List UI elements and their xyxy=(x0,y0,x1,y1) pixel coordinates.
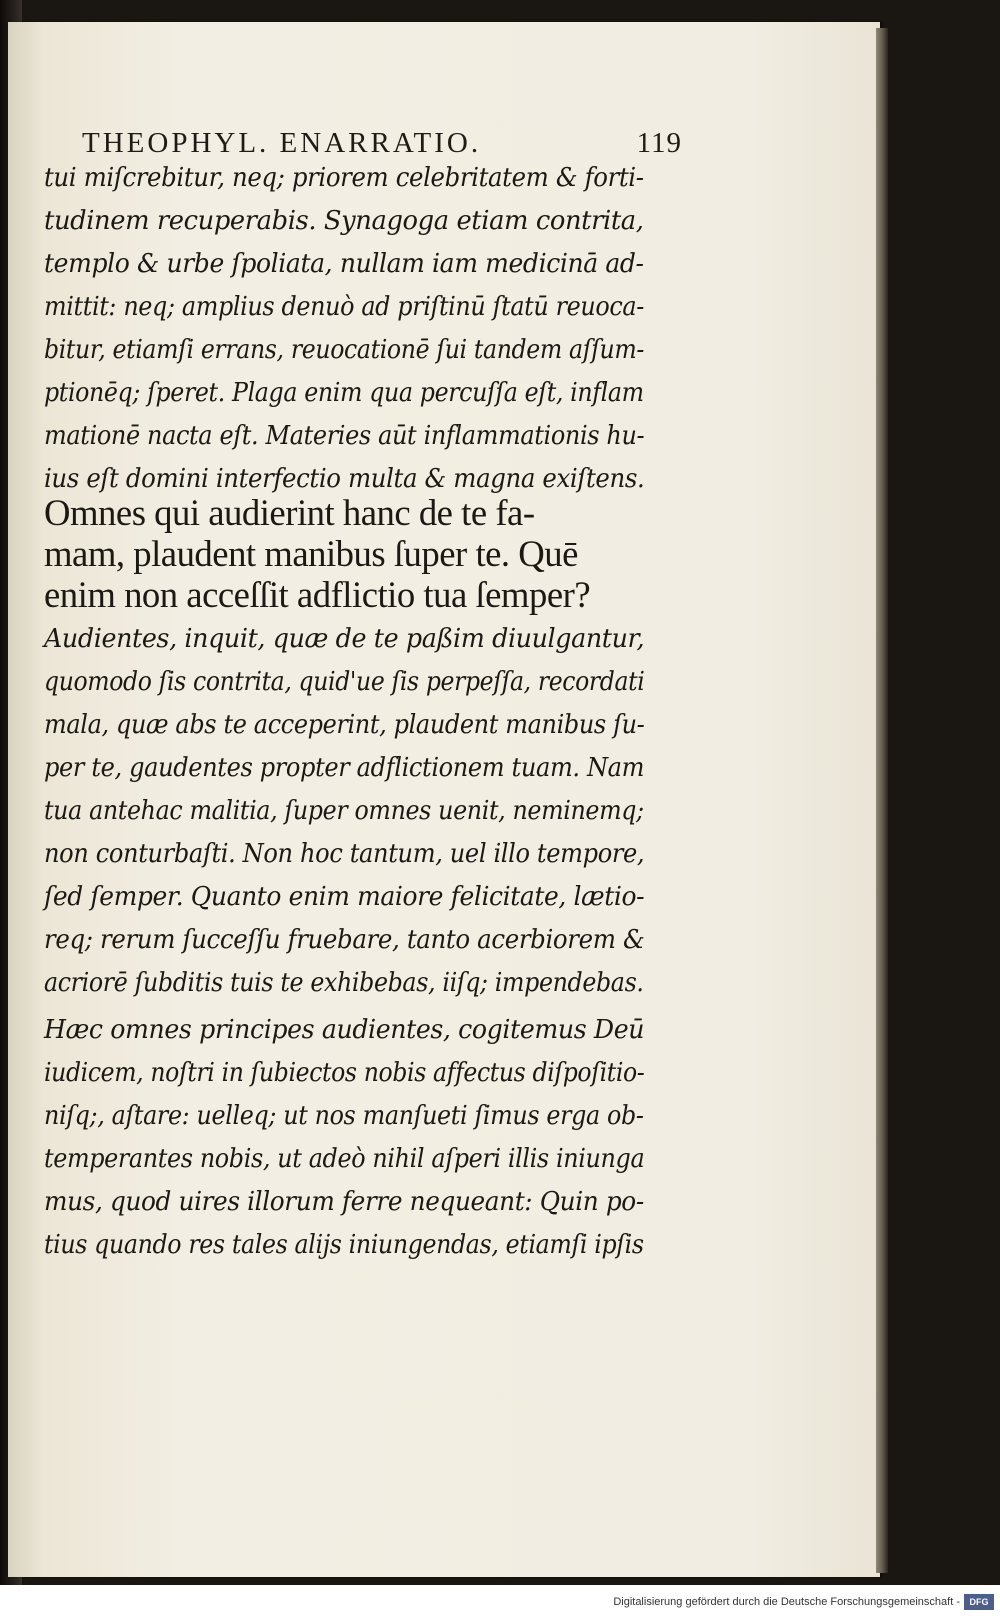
text-line: bitur, etiamſi errans, reuocationē ſui tandem aſſum- xyxy=(44,335,644,365)
folio-number: 119 xyxy=(636,127,682,159)
text-line: acriorē ſubditis tuis te exhibebas, iiſq; impendebas. xyxy=(44,968,644,998)
text-line: ptionēq; ſperet. Plaga enim qua percuſſa eſt, inflam xyxy=(44,378,644,408)
text-line: templo & urbe ſpoliata, nullam iam medicinā ad- xyxy=(44,249,644,279)
text-line: mationē nacta eſt. Materies aūt inflammationis hu- xyxy=(44,421,645,451)
text-line: Audientes, inquit, quæ de te paßim diuulgantur, xyxy=(44,624,645,654)
text-line: mittit: neq; amplius denuò ad priſtinū ſtatū reuoca- xyxy=(44,292,644,322)
text-line: mus, quod uires illorum ferre nequeant: Quin po- xyxy=(44,1187,644,1217)
text-line: tui miſcrebitur, neq; priorem celebritatem & forti- xyxy=(44,163,644,193)
text-line: tius quando res tales alijs iniungendas, etiamſi ipſis xyxy=(44,1230,644,1260)
text-line: temperantes nobis, ut adeò nihil aſperi illis iniunga xyxy=(44,1144,645,1174)
footer-credit-bar xyxy=(0,1592,1000,1618)
text-line: Omnes qui audierint hanc de te fa- xyxy=(44,493,535,534)
text-line: mala, quæ abs te acceperint, plaudent manibus ſu- xyxy=(44,710,645,740)
text-line: tua antehac malitia, ſuper omnes uenit, neminemq; xyxy=(44,796,644,826)
text-line: ius eſt domini interfectio multa & magna exiſtens. xyxy=(44,464,645,494)
text-line: Hæc omnes principes audientes, cogitemus Deū xyxy=(44,1015,645,1045)
text-line: tudinem recuperabis. Synagoga etiam contrita, xyxy=(44,206,644,236)
text-line: quomodo ſis contrita, quid'ue ſis perpeſſa, recordati xyxy=(44,667,645,697)
text-line: mam, plaudent manibus ſuper te. Quē xyxy=(44,534,578,575)
text-line: per te, gaudentes propter adflictionem tuam. Nam xyxy=(44,753,645,783)
funding-credit: Digitalisierung gefördert durch die Deutsche Forschungsgemeinschaft - xyxy=(613,1596,960,1608)
text-line: non conturbaſti. Non hoc tantum, uel illo tempore, xyxy=(44,839,645,869)
text-line: enim non acceſſit adflictio tua ſemper? xyxy=(44,575,591,616)
text-line: iudicem, noſtri in ſubiectos nobis affectus diſpoſitio- xyxy=(44,1058,645,1088)
text-line: niſq;, aſtare: uelleq; ut nos manſueti ſimus erga ob- xyxy=(44,1101,644,1131)
running-head-title: THEOPHYL. ENARRATIO. xyxy=(82,127,482,159)
text-line: ſed ſemper. Quanto enim maiore felicitate, lætio- xyxy=(44,882,645,912)
dfg-logo: DFG xyxy=(964,1594,994,1610)
text-line: req; rerum ſucceſſu fruebare, tanto acerbiorem & xyxy=(44,925,645,955)
